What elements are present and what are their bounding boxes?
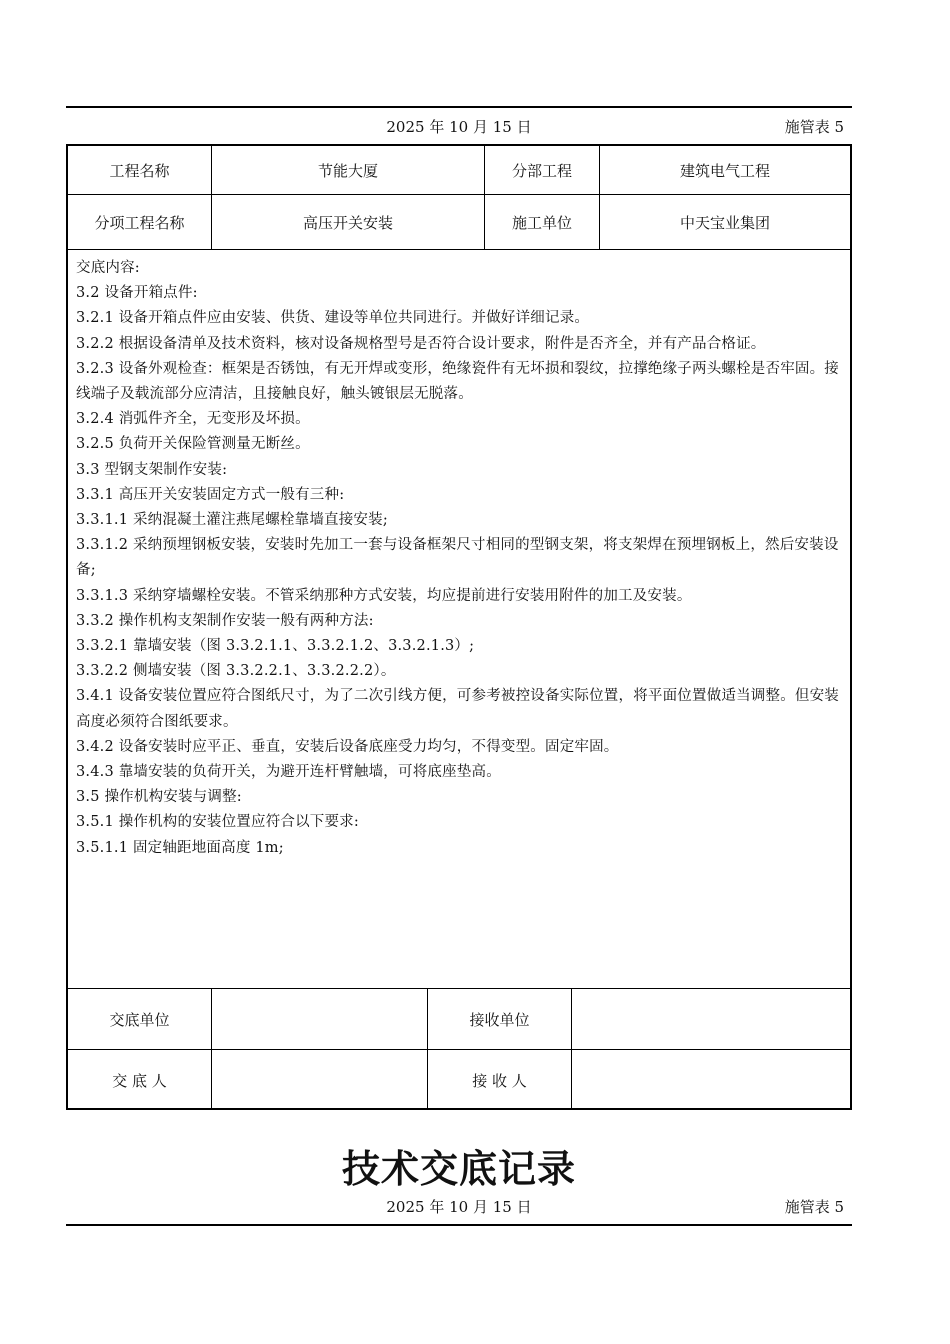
header-form-number: 施管表 5 — [784, 118, 844, 136]
issuer-person-label: 交 底 人 — [112, 1071, 167, 1090]
footer-meta — [66, 1196, 852, 1218]
content-line: 3.3.2.1 靠墙安装（图 3.3.2.1.1、3.3.2.1.2、3.3.2.1.3）; — [76, 638, 475, 655]
content-line: 3.3.2.2 侧墙安装（图 3.3.2.2.1、3.3.2.2.2）。 — [76, 663, 396, 680]
issuer-unit-label: 交底单位 — [109, 1010, 170, 1029]
content-line: 3.2.1 设备开箱点件应由安装、供货、建设等单位共同进行。并做好详细记录。 — [76, 310, 590, 327]
content-line: 3.4.2 设备安装时应平正、垂直，安装后设备底座受力均匀，不得变型。固定牢固。 — [76, 738, 619, 755]
content-line: 3.3.1.1 采纳混凝土灌注燕尾螺栓靠墙直接安装; — [76, 512, 388, 529]
content-line: 3.2.3 设备外观检查：框架是否锈蚀，有无开焊或变形，绝缘瓷件有无坏损和裂纹，拉撑绝缘子两头螺栓是否牢固。接线端子及载流部分应清洁，且接触良好，触头镀银层无脱落。 — [76, 360, 839, 403]
bottom-rule — [66, 1224, 852, 1226]
content-line: 3.2.2 根据设备清单及技术资料，核对设备规格型号是否符合设计要求，附件是否齐全，并有产品合格证。 — [76, 335, 766, 352]
receiver-person-field[interactable] — [572, 1050, 850, 1110]
division-label: 分部工程 — [511, 161, 572, 180]
header-date: 2025 年 10 月 15 日 — [386, 118, 532, 136]
receiver-person-label: 接 收 人 — [472, 1071, 527, 1090]
division-value: 建筑电气工程 — [679, 161, 770, 180]
grid-line — [68, 249, 850, 250]
content-line: 3.5.1.1 固定轴距地面高度 1m; — [76, 839, 284, 856]
contractor-label: 施工单位 — [511, 213, 572, 232]
contractor-value: 中天宝业集团 — [679, 213, 770, 232]
content-line: 3.3.1.3 采纳穿墙螺栓安装。不管采纳那种方式安装，均应提前进行安装用附件的加工及安装。 — [76, 587, 692, 604]
content-line: 3.3 型钢支架制作安装: — [76, 461, 228, 478]
subitem-value: 高压开关安装 — [302, 213, 393, 232]
subitem-label: 分项工程名称 — [94, 213, 185, 232]
footer-form-number: 施管表 5 — [784, 1198, 844, 1216]
header-meta — [66, 116, 852, 138]
receiver-unit-field[interactable] — [572, 989, 850, 1049]
project-name-label: 工程名称 — [109, 161, 170, 180]
content-line: 3.3.1 高压开关安装固定方式一般有三种: — [76, 486, 345, 503]
content-line: 3.2.4 消弧件齐全，无变形及坏损。 — [76, 411, 310, 428]
content-line: 3.4.3 靠墙安装的负荷开关，为避开连杆臂触墙，可将底座垫高。 — [76, 764, 501, 781]
content-line: 3.2 设备开箱点件: — [76, 285, 198, 302]
receiver-unit-label: 接收单位 — [469, 1010, 530, 1029]
content-line: 3.5 操作机构安装与调整: — [76, 789, 242, 806]
content-line: 3.5.1 操作机构的安装位置应符合以下要求: — [76, 814, 359, 831]
top-rule — [66, 106, 852, 108]
content-line: 3.3.1.2 采纳预埋钢板安装，安装时先加工一套与设备框架尺寸相同的型钢支架，将支架焊在预埋钢板上，然后安装设备; — [76, 537, 839, 579]
content-line: 3.2.5 负荷开关保险管测量无断丝。 — [76, 436, 310, 453]
project-name-value: 节能大厦 — [317, 161, 378, 180]
document-title: 技术交底记录 — [341, 1147, 576, 1191]
content-line: 3.3.2 操作机构支架制作安装一般有两种方法: — [76, 612, 374, 629]
issuer-unit-field[interactable] — [212, 989, 427, 1049]
content-heading: 交底内容: — [76, 260, 140, 276]
disclosure-content — [76, 256, 846, 861]
content-line: 3.4.1 设备安装位置应符合图纸尺寸，为了二次引线方便，可参考被控设备实际位置，将平面位置做适当调整。但安装高度必须符合图纸要求。 — [76, 688, 839, 730]
disclosure-form — [66, 144, 852, 1110]
footer-date: 2025 年 10 月 15 日 — [386, 1198, 532, 1216]
issuer-person-field[interactable] — [212, 1050, 427, 1110]
